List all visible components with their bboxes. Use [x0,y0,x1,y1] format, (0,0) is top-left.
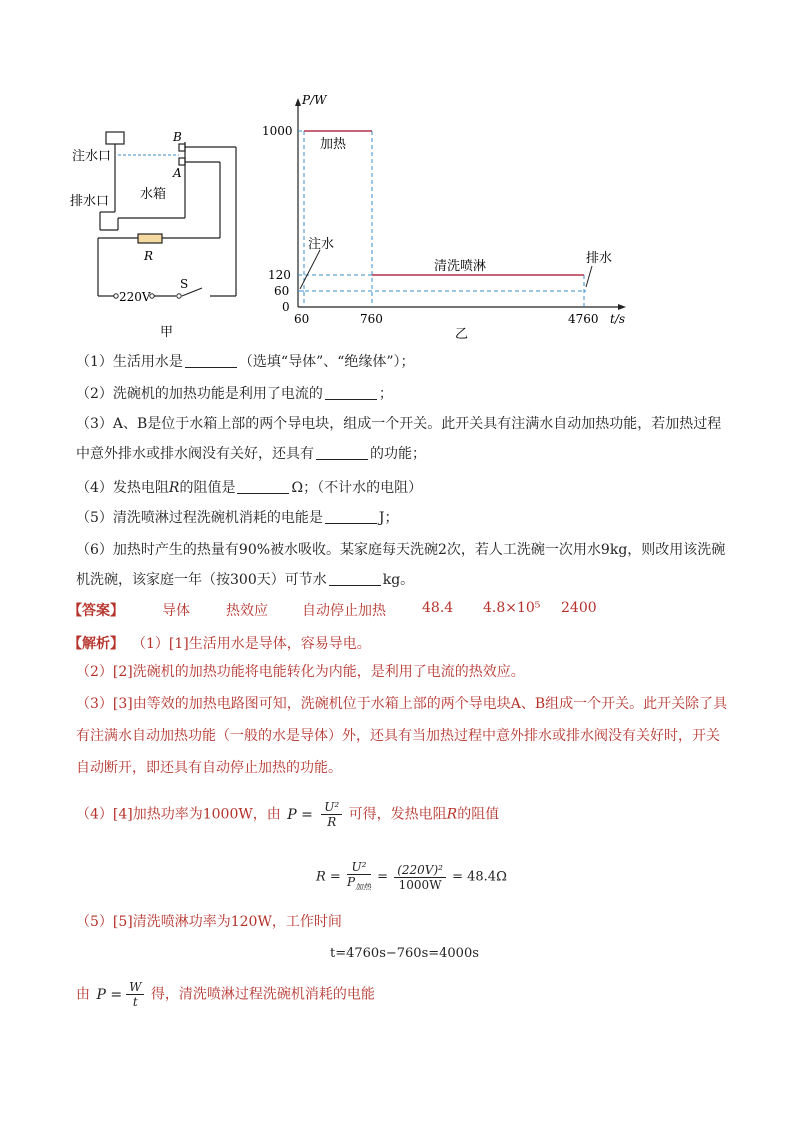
y-axis-arrow [295,98,301,106]
y-tick-1000: 1000 [262,124,293,138]
analysis-p4 [76,800,499,829]
p6-post: 得，清洗喷淋过程洗碗机消耗的电能 [150,986,375,1003]
answer-2: 热效应 [226,603,268,619]
q5-blank [325,509,377,524]
circuit-diagram [40,120,260,340]
question-4 [76,478,422,498]
answer-5: 4.8×10⁵ [483,600,541,616]
q5-pre: （5）清洗喷淋过程洗碗机消耗的电能是 [76,510,323,526]
q1-blank [185,353,237,368]
power-time-chart [250,92,640,340]
q2-pre: （2）洗碗机的加热功能是利用了电流的 [76,386,323,402]
q6-pre: 机洗碗，该家庭一年（按300天）可节水 [76,572,327,588]
p4-pre: （4）[4]加热功率为1000W，由 [76,806,281,823]
leader-fill [300,250,320,289]
label-heat: 加热 [320,137,347,152]
resistor-r [138,234,162,243]
x-axis-label: t/s [610,312,626,326]
question-2 [76,384,393,404]
label-drain: 排水 [586,251,613,266]
q4-var: R [168,480,180,496]
answer-3: 自动停止加热 [302,603,386,619]
answer-4: 48.4 [422,600,454,616]
question-1 [76,352,415,372]
q2-post: ； [378,386,393,402]
label-inlet: 注水口 [72,149,112,164]
formula-power: P = [287,806,313,823]
q4-pre: （4）发热电阻 [76,480,169,496]
label-b: B [173,130,182,144]
label-r: R [144,249,154,263]
y-axis-label: P/W [302,93,327,107]
analysis-tag: 【解析】 [68,636,124,652]
q1-pre: （1）生活用水是 [76,354,183,370]
caption-yi: 乙 [455,327,469,340]
analysis-p2: （2）[2]洗碗机的加热功能将电能转化为内能，是利用了电流的热效应。 [76,664,525,680]
formula-u2-over-r: $\frac{\text{U²}}{R}$ [321,800,342,829]
y-tick-60: 60 [274,284,290,298]
x-axis-arrow [618,304,626,310]
q5-post: J； [378,510,399,526]
answer-6: 2400 [561,600,597,616]
p4-var: R [446,806,458,823]
q1-post: （选填“导体”、“绝缘体”）； [238,354,415,370]
label-outlet: 排水口 [70,194,110,209]
electrode-b [179,144,185,151]
leader-drain [586,266,592,287]
electrode-a [179,158,185,165]
caption-jia: 甲 [160,325,174,340]
answer-1: 导体 [162,603,190,619]
q3-pre: 中意外排水或排水阀没有关好，还具有 [76,446,314,462]
q4-post: Ω；（不计水的电阻） [291,480,423,496]
q6-blank [329,571,381,586]
analysis-p5: （5）[5]清洗喷淋功率为120W，工作时间 [76,914,342,930]
p6-pre: 由 [76,986,90,1003]
q4-mid: 的阻值是 [179,480,236,496]
formula-p-equals-w-over-t: P = [96,986,123,1003]
formula-t: t=4760s−760s=4000s [330,946,479,961]
y-tick-120: 120 [268,268,291,282]
y-tick-0: 0 [282,300,290,314]
inlet-valve [106,132,124,144]
question-3-line-2 [76,444,426,464]
p4-end: 的阻值 [457,806,500,823]
label-s: S [180,277,189,291]
label-tank: 水箱 [140,187,167,202]
q2-blank [325,385,377,400]
question-6-line-1: （6）加热时产生的热量有90%被水吸收。某家庭每天洗碗2次，若人工洗碗一次用水9kg，则改用该洗碗 [76,542,726,558]
formula-r: R = $\frac{\text{U²}}{P_{加热}}$ = $\frac{\text{(220V)²}}{1000W}$ = 48.4Ω [316,860,507,892]
label-a: A [173,166,182,180]
x-tick-60: 60 [294,312,310,326]
analysis-p6: 由 P = $\frac{W}{t}$ 得，清洗喷淋过程洗碗机消耗的电能 [76,980,375,1009]
q3-post: 的功能； [370,446,426,462]
question-5 [76,508,399,528]
label-wash: 清洗喷淋 [434,259,487,274]
p4-post: 可得，发热电阻 [348,806,447,823]
x-tick-4760: 4760 [568,312,599,326]
q4-blank [237,479,289,494]
question-6-line-2 [76,570,414,590]
question-3-line-1: （3）A、B是位于水箱上部的两个导电块，组成一个开关。此开关具有注满水自动加热功能，若加热过程 [76,416,722,432]
analysis-p1: （1）[1]生活用水是导体，容易导电。 [132,636,371,652]
analysis-p3: （3）[3]由等效的加热电路图可知，洗碗机位于水箱上部的两个导电块A、B组成一个开关。此开关除了具有注满水自动加热功能（一般的水是导体）外，还具有当加热过程中意外排水或排水阀没有关好时，开关自动断开，即还具有自动停止加热的功能。 [76,696,728,776]
q3-blank [316,445,368,460]
label-fill: 注水 [308,237,335,252]
label-voltage: 220V [119,290,151,304]
q6-post: kg。 [382,572,415,588]
x-tick-760: 760 [360,312,383,326]
answer-tag: 【答案】 [68,603,124,619]
